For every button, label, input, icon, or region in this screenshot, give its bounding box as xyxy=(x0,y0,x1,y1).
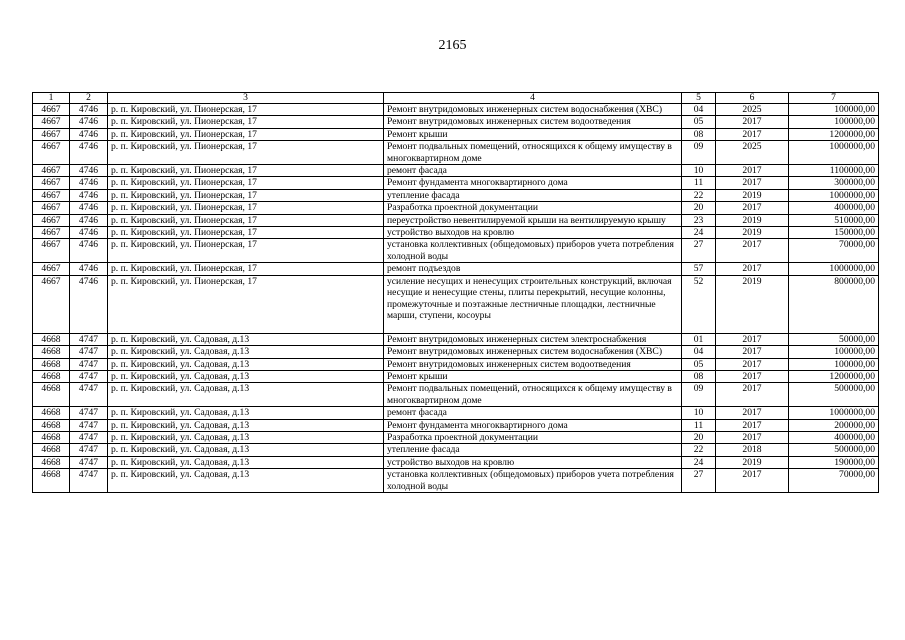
table-row xyxy=(33,431,879,443)
amount-cell: 1200000,00 xyxy=(789,370,879,382)
table-row xyxy=(33,469,879,493)
object-id-cell: 4747 xyxy=(70,469,108,493)
year-cell: 2019 xyxy=(716,275,789,333)
amount-cell: 70000,00 xyxy=(789,469,879,493)
year-cell: 2017 xyxy=(716,370,789,382)
object-id-cell: 4746 xyxy=(70,141,108,165)
work-type-cell: Ремонт внутридомовых инженерных систем водоснабжения (ХВС) xyxy=(384,346,682,358)
table-row xyxy=(33,419,879,431)
address-cell: р. п. Кировский, ул. Садовая, д.13 xyxy=(108,431,384,443)
work-code-cell: 52 xyxy=(682,275,716,333)
amount-cell: 100000,00 xyxy=(789,358,879,370)
house-id-cell: 4667 xyxy=(33,227,70,239)
work-type-cell: Ремонт подвальных помещений, относящихся к общему имуществу в многоквартирном доме xyxy=(384,383,682,407)
object-id-cell: 4747 xyxy=(70,419,108,431)
year-cell: 2017 xyxy=(716,116,789,128)
table-row xyxy=(33,116,879,128)
work-code-cell: 57 xyxy=(682,263,716,275)
work-code-cell: 10 xyxy=(682,407,716,419)
house-id-cell: 4668 xyxy=(33,346,70,358)
year-cell: 2017 xyxy=(716,469,789,493)
object-id-cell: 4747 xyxy=(70,358,108,370)
work-code-cell: 09 xyxy=(682,383,716,407)
house-id-cell: 4667 xyxy=(33,202,70,214)
object-id-cell: 4746 xyxy=(70,104,108,116)
work-code-cell: 08 xyxy=(682,370,716,382)
year-cell: 2019 xyxy=(716,456,789,468)
house-id-cell: 4667 xyxy=(33,177,70,189)
address-cell: р. п. Кировский, ул. Пионерская, 17 xyxy=(108,214,384,226)
house-id-cell: 4668 xyxy=(33,444,70,456)
table-row xyxy=(33,189,879,201)
year-cell: 2017 xyxy=(716,383,789,407)
column-header-2: 2 xyxy=(70,93,108,104)
year-cell: 2017 xyxy=(716,431,789,443)
work-code-cell: 27 xyxy=(682,239,716,263)
work-type-cell: усиление несущих и ненесущих строительных конструкций, включая несущие и ненесущие стены, плиты перекрытий, несущие колонны, промежуточные и поэтажные лестничные площадки, лестничные марши, ступени, косоуры xyxy=(384,275,682,333)
amount-cell: 400000,00 xyxy=(789,431,879,443)
amount-cell: 500000,00 xyxy=(789,383,879,407)
year-cell: 2017 xyxy=(716,407,789,419)
amount-cell: 100000,00 xyxy=(789,104,879,116)
house-id-cell: 4668 xyxy=(33,383,70,407)
amount-cell: 190000,00 xyxy=(789,456,879,468)
work-type-cell: переустройство невентилируемой крыши на вентилируемую крышу xyxy=(384,214,682,226)
house-id-cell: 4667 xyxy=(33,214,70,226)
year-cell: 2017 xyxy=(716,419,789,431)
object-id-cell: 4747 xyxy=(70,333,108,345)
column-number-row xyxy=(33,93,879,104)
amount-cell: 300000,00 xyxy=(789,177,879,189)
work-code-cell: 20 xyxy=(682,202,716,214)
object-id-cell: 4746 xyxy=(70,227,108,239)
address-cell: р. п. Кировский, ул. Пионерская, 17 xyxy=(108,227,384,239)
year-cell: 2017 xyxy=(716,333,789,345)
house-id-cell: 4667 xyxy=(33,165,70,177)
table-row xyxy=(33,370,879,382)
work-type-cell: устройство выходов на кровлю xyxy=(384,227,682,239)
amount-cell: 1000000,00 xyxy=(789,189,879,201)
amount-cell: 150000,00 xyxy=(789,227,879,239)
amount-cell: 1000000,00 xyxy=(789,141,879,165)
table-row xyxy=(33,456,879,468)
year-cell: 2025 xyxy=(716,141,789,165)
work-code-cell: 11 xyxy=(682,177,716,189)
work-type-cell: Ремонт фундамента многоквартирного дома xyxy=(384,177,682,189)
object-id-cell: 4746 xyxy=(70,165,108,177)
table-row xyxy=(33,104,879,116)
address-cell: р. п. Кировский, ул. Садовая, д.13 xyxy=(108,456,384,468)
table-row xyxy=(33,177,879,189)
amount-cell: 1200000,00 xyxy=(789,128,879,140)
house-id-cell: 4668 xyxy=(33,370,70,382)
table-row xyxy=(33,227,879,239)
year-cell: 2018 xyxy=(716,444,789,456)
work-code-cell: 27 xyxy=(682,469,716,493)
column-header-6: 6 xyxy=(716,93,789,104)
object-id-cell: 4746 xyxy=(70,128,108,140)
table-row xyxy=(33,202,879,214)
object-id-cell: 4746 xyxy=(70,177,108,189)
table-row xyxy=(33,239,879,263)
amount-cell: 500000,00 xyxy=(789,444,879,456)
house-id-cell: 4667 xyxy=(33,128,70,140)
object-id-cell: 4747 xyxy=(70,444,108,456)
column-header-5: 5 xyxy=(682,93,716,104)
table-row xyxy=(33,333,879,345)
amount-cell: 1100000,00 xyxy=(789,165,879,177)
object-id-cell: 4746 xyxy=(70,275,108,333)
year-cell: 2017 xyxy=(716,165,789,177)
work-type-cell: утепление фасада xyxy=(384,189,682,201)
house-id-cell: 4667 xyxy=(33,239,70,263)
work-code-cell: 11 xyxy=(682,419,716,431)
table-row xyxy=(33,128,879,140)
object-id-cell: 4746 xyxy=(70,239,108,263)
work-type-cell: установка коллективных (общедомовых) приборов учета потребления холодной воды xyxy=(384,469,682,493)
page-number: 2165 xyxy=(438,38,467,53)
table-row xyxy=(33,444,879,456)
address-cell: р. п. Кировский, ул. Садовая, д.13 xyxy=(108,469,384,493)
amount-cell: 100000,00 xyxy=(789,116,879,128)
amount-cell: 50000,00 xyxy=(789,333,879,345)
amount-cell: 400000,00 xyxy=(789,202,879,214)
address-cell: р. п. Кировский, ул. Садовая, д.13 xyxy=(108,419,384,431)
house-id-cell: 4668 xyxy=(33,358,70,370)
work-code-cell: 23 xyxy=(682,214,716,226)
work-type-cell: Ремонт крыши xyxy=(384,128,682,140)
house-id-cell: 4668 xyxy=(33,419,70,431)
house-id-cell: 4668 xyxy=(33,469,70,493)
address-cell: р. п. Кировский, ул. Пионерская, 17 xyxy=(108,275,384,333)
year-cell: 2019 xyxy=(716,227,789,239)
column-header-4: 4 xyxy=(384,93,682,104)
address-cell: р. п. Кировский, ул. Пионерская, 17 xyxy=(108,239,384,263)
house-id-cell: 4667 xyxy=(33,104,70,116)
amount-cell: 100000,00 xyxy=(789,346,879,358)
work-code-cell: 04 xyxy=(682,104,716,116)
year-cell: 2017 xyxy=(716,346,789,358)
house-id-cell: 4667 xyxy=(33,189,70,201)
object-id-cell: 4746 xyxy=(70,202,108,214)
work-code-cell: 22 xyxy=(682,189,716,201)
work-type-cell: Ремонт крыши xyxy=(384,370,682,382)
work-type-cell: Ремонт внутридомовых инженерных систем водоотведения xyxy=(384,116,682,128)
work-type-cell: установка коллективных (общедомовых) приборов учета потребления холодной воды xyxy=(384,239,682,263)
house-id-cell: 4668 xyxy=(33,407,70,419)
object-id-cell: 4746 xyxy=(70,116,108,128)
column-header-3: 3 xyxy=(108,93,384,104)
repair-schedule-table xyxy=(32,92,879,493)
table-row xyxy=(33,165,879,177)
table-row xyxy=(33,263,879,275)
work-type-cell: Ремонт подвальных помещений, относящихся к общему имуществу в многоквартирном доме xyxy=(384,141,682,165)
house-id-cell: 4667 xyxy=(33,116,70,128)
work-code-cell: 09 xyxy=(682,141,716,165)
table-row xyxy=(33,214,879,226)
house-id-cell: 4667 xyxy=(33,263,70,275)
year-cell: 2025 xyxy=(716,104,789,116)
address-cell: р. п. Кировский, ул. Садовая, д.13 xyxy=(108,407,384,419)
work-type-cell: Ремонт внутридомовых инженерных систем водоотведения xyxy=(384,358,682,370)
amount-cell: 1000000,00 xyxy=(789,407,879,419)
year-cell: 2017 xyxy=(716,239,789,263)
year-cell: 2019 xyxy=(716,189,789,201)
work-type-cell: Ремонт внутридомовых инженерных систем водоснабжения (ХВС) xyxy=(384,104,682,116)
amount-cell: 800000,00 xyxy=(789,275,879,333)
address-cell: р. п. Кировский, ул. Пионерская, 17 xyxy=(108,177,384,189)
column-header-7: 7 xyxy=(789,93,879,104)
work-code-cell: 20 xyxy=(682,431,716,443)
object-id-cell: 4746 xyxy=(70,189,108,201)
work-type-cell: Разработка проектной документации xyxy=(384,431,682,443)
house-id-cell: 4667 xyxy=(33,141,70,165)
object-id-cell: 4747 xyxy=(70,370,108,382)
work-type-cell: ремонт фасада xyxy=(384,407,682,419)
work-code-cell: 05 xyxy=(682,358,716,370)
year-cell: 2017 xyxy=(716,128,789,140)
amount-cell: 1000000,00 xyxy=(789,263,879,275)
address-cell: р. п. Кировский, ул. Пионерская, 17 xyxy=(108,116,384,128)
address-cell: р. п. Кировский, ул. Пионерская, 17 xyxy=(108,141,384,165)
amount-cell: 200000,00 xyxy=(789,419,879,431)
object-id-cell: 4747 xyxy=(70,407,108,419)
work-type-cell: Ремонт внутридомовых инженерных систем электроснабжения xyxy=(384,333,682,345)
work-type-cell: ремонт подъездов xyxy=(384,263,682,275)
object-id-cell: 4746 xyxy=(70,214,108,226)
year-cell: 2017 xyxy=(716,358,789,370)
table-row xyxy=(33,275,879,333)
work-type-cell: устройство выходов на кровлю xyxy=(384,456,682,468)
house-id-cell: 4667 xyxy=(33,275,70,333)
work-code-cell: 22 xyxy=(682,444,716,456)
year-cell: 2017 xyxy=(716,263,789,275)
work-type-cell: Ремонт фундамента многоквартирного дома xyxy=(384,419,682,431)
object-id-cell: 4747 xyxy=(70,346,108,358)
address-cell: р. п. Кировский, ул. Пионерская, 17 xyxy=(108,128,384,140)
address-cell: р. п. Кировский, ул. Садовая, д.13 xyxy=(108,370,384,382)
object-id-cell: 4747 xyxy=(70,456,108,468)
address-cell: р. п. Кировский, ул. Садовая, д.13 xyxy=(108,358,384,370)
work-type-cell: утепление фасада xyxy=(384,444,682,456)
table-row xyxy=(33,383,879,407)
object-id-cell: 4747 xyxy=(70,383,108,407)
object-id-cell: 4747 xyxy=(70,431,108,443)
amount-cell: 510000,00 xyxy=(789,214,879,226)
work-type-cell: ремонт фасада xyxy=(384,165,682,177)
column-header-1: 1 xyxy=(33,93,70,104)
address-cell: р. п. Кировский, ул. Пионерская, 17 xyxy=(108,165,384,177)
address-cell: р. п. Кировский, ул. Пионерская, 17 xyxy=(108,189,384,201)
address-cell: р. п. Кировский, ул. Пионерская, 17 xyxy=(108,263,384,275)
year-cell: 2017 xyxy=(716,202,789,214)
work-code-cell: 08 xyxy=(682,128,716,140)
work-code-cell: 01 xyxy=(682,333,716,345)
house-id-cell: 4668 xyxy=(33,333,70,345)
address-cell: р. п. Кировский, ул. Садовая, д.13 xyxy=(108,346,384,358)
address-cell: р. п. Кировский, ул. Пионерская, 17 xyxy=(108,202,384,214)
house-id-cell: 4668 xyxy=(33,456,70,468)
work-code-cell: 05 xyxy=(682,116,716,128)
year-cell: 2019 xyxy=(716,214,789,226)
table-row xyxy=(33,141,879,165)
table-row xyxy=(33,346,879,358)
address-cell: р. п. Кировский, ул. Садовая, д.13 xyxy=(108,333,384,345)
work-code-cell: 24 xyxy=(682,456,716,468)
year-cell: 2017 xyxy=(716,177,789,189)
amount-cell: 70000,00 xyxy=(789,239,879,263)
house-id-cell: 4668 xyxy=(33,431,70,443)
work-code-cell: 10 xyxy=(682,165,716,177)
work-type-cell: Разработка проектной документации xyxy=(384,202,682,214)
work-code-cell: 04 xyxy=(682,346,716,358)
address-cell: р. п. Кировский, ул. Пионерская, 17 xyxy=(108,104,384,116)
table-row xyxy=(33,407,879,419)
table-row xyxy=(33,358,879,370)
object-id-cell: 4746 xyxy=(70,263,108,275)
address-cell: р. п. Кировский, ул. Садовая, д.13 xyxy=(108,383,384,407)
address-cell: р. п. Кировский, ул. Садовая, д.13 xyxy=(108,444,384,456)
work-code-cell: 24 xyxy=(682,227,716,239)
